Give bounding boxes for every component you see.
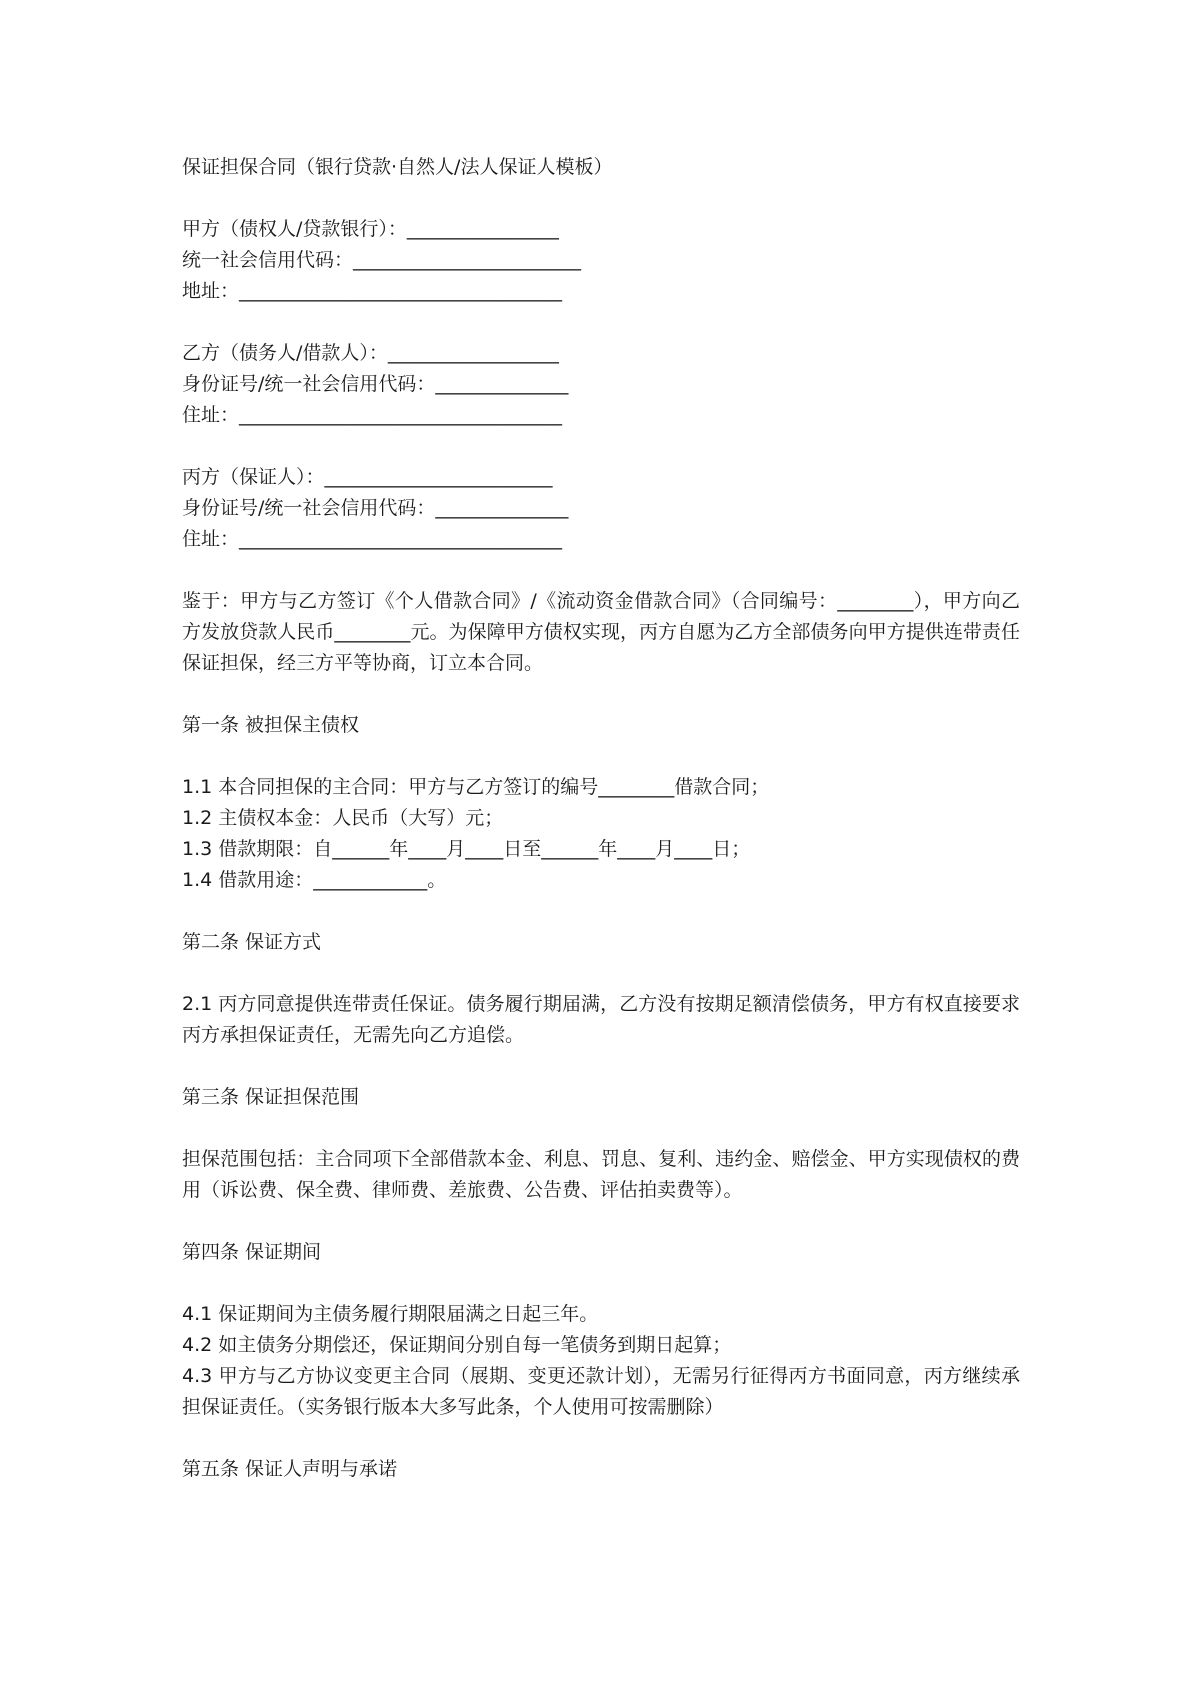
spacer <box>182 958 1020 989</box>
article-1-item: 1.4 借款用途：____________。 <box>182 869 447 891</box>
party-c-block <box>182 462 1020 555</box>
article-2-body: 2.1 丙方同意提供连带责任保证。债务履行期届满，乙方没有按期足额清偿债务，甲方有权直接要求丙方承担保证责任，无需先向乙方追偿。 <box>182 993 1020 1046</box>
spacer <box>182 1268 1020 1299</box>
article-3-heading: 第三条 保证担保范围 <box>182 1086 360 1108</box>
article-1-item: 1.1 本合同担保的主合同：甲方与乙方签订的编号________借款合同； <box>182 776 770 798</box>
party-a-credit-code-line: 统一社会信用代码：________________________ <box>182 249 582 271</box>
party-b-block <box>182 338 1020 431</box>
party-a-address-line: 地址：__________________________________ <box>182 280 563 302</box>
article-1-items <box>182 772 1020 896</box>
spacer <box>182 679 1020 710</box>
article-2-heading: 第二条 保证方式 <box>182 931 322 953</box>
spacer <box>182 431 1020 462</box>
article-4-heading: 第四条 保证期间 <box>182 1241 322 1263</box>
party-c-address-line: 住址：__________________________________ <box>182 528 563 550</box>
party-a-name-line: 甲方（债权人/贷款银行）：________________ <box>182 218 559 240</box>
party-c-name-line: 丙方（保证人）：________________________ <box>182 466 553 488</box>
spacer <box>182 307 1020 338</box>
recital-paragraph: 鉴于：甲方与乙方签订《个人借款合同》/《流动资金借款合同》（合同编号：________），甲方向乙方发放贷款人民币________元。为保障甲方债权实现，丙方自愿为乙方全部债务向甲方提供连带责任保证担保，经三方平等协商，订立本合同。 <box>182 590 1020 674</box>
party-a-block <box>182 214 1020 307</box>
article-4-item: 4.1 保证期间为主债务履行期限届满之日起三年。 <box>182 1303 599 1325</box>
spacer <box>182 183 1020 214</box>
spacer <box>182 1113 1020 1144</box>
spacer <box>182 555 1020 586</box>
party-b-id-line: 身份证号/统一社会信用代码：______________ <box>182 373 569 395</box>
spacer <box>182 741 1020 772</box>
spacer <box>182 1051 1020 1082</box>
contract-page <box>182 152 1020 1485</box>
spacer <box>182 896 1020 927</box>
article-1-heading: 第一条 被担保主债权 <box>182 714 360 736</box>
document-title: 保证担保合同（银行贷款·自然人/法人保证人模板） <box>182 156 613 178</box>
article-3-body: 担保范围包括：主合同项下全部借款本金、利息、罚息、复利、违约金、赔偿金、甲方实现债权的费用（诉讼费、保全费、律师费、差旅费、公告费、评估拍卖费等）。 <box>182 1148 1020 1201</box>
party-b-address-line: 住址：__________________________________ <box>182 404 563 426</box>
party-c-id-line: 身份证号/统一社会信用代码：______________ <box>182 497 569 519</box>
article-1-item: 1.3 借款期限：自______年____月____日至______年____月____日； <box>182 838 751 860</box>
article-4-item: 4.3 甲方与乙方协议变更主合同（展期、变更还款计划），无需另行征得丙方书面同意，丙方继续承担保证责任。（实务银行版本大多写此条，个人使用可按需删除） <box>182 1365 1020 1418</box>
article-5-heading: 第五条 保证人声明与承诺 <box>182 1458 398 1480</box>
spacer <box>182 1206 1020 1237</box>
spacer <box>182 1423 1020 1454</box>
article-1-item: 1.2 主债权本金：人民币（大写）元； <box>182 807 504 829</box>
article-4-item: 4.2 如主债务分期偿还，保证期间分别自每一笔债务到期日起算； <box>182 1334 732 1356</box>
party-b-name-line: 乙方（债务人/借款人）：__________________ <box>182 342 559 364</box>
